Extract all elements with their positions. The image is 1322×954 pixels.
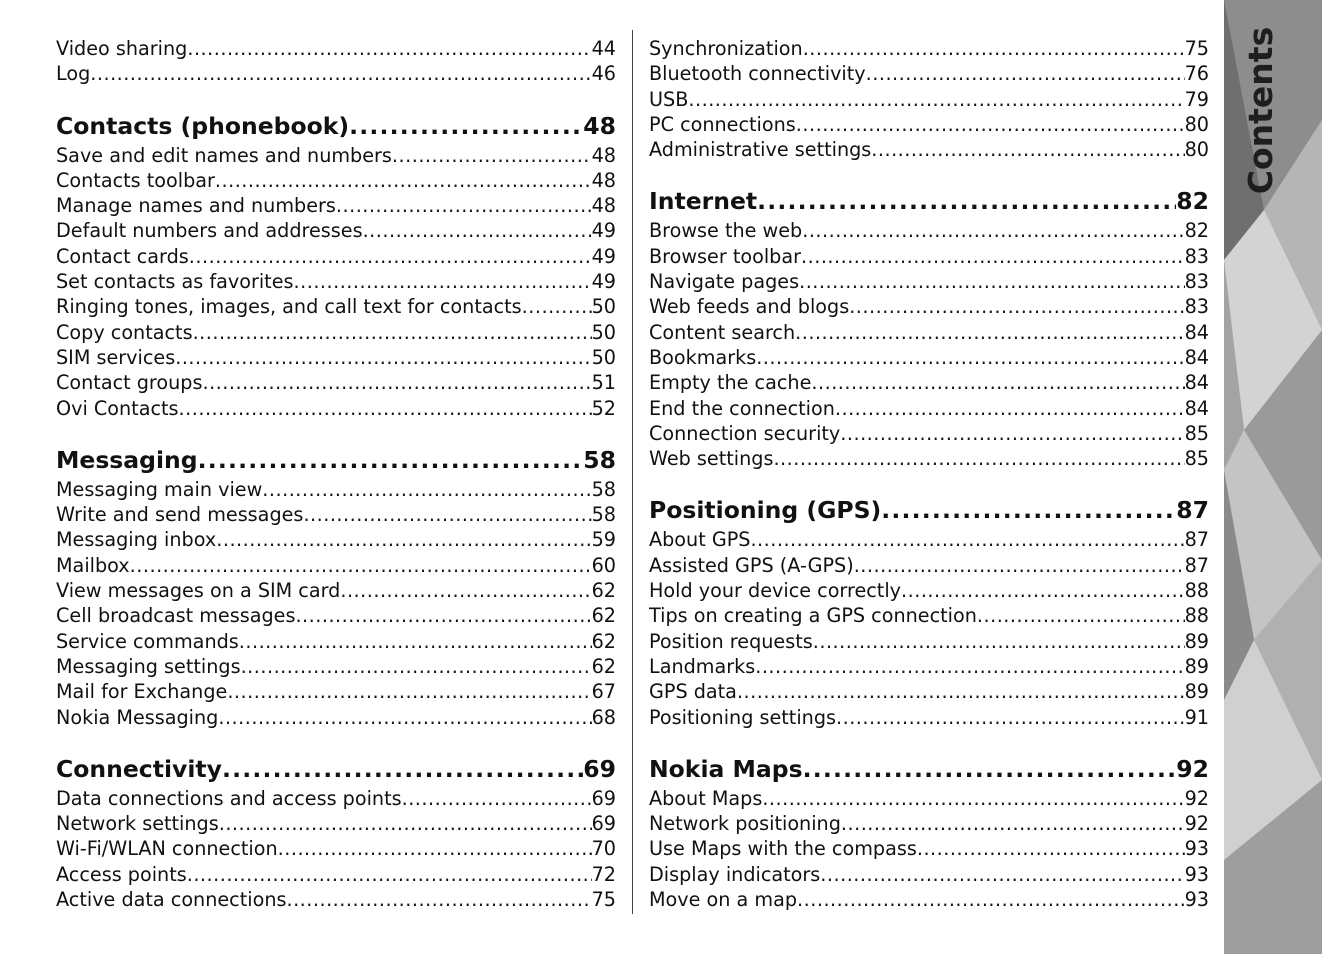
toc-entry-title: Administrative settings xyxy=(649,138,872,162)
toc-entry-page-number: 83 xyxy=(1184,244,1209,268)
toc-dot-leader xyxy=(796,112,1185,137)
toc-entry-title: Navigate pages xyxy=(649,270,800,294)
toc-dot-leader xyxy=(881,494,1176,527)
toc-dot-leader xyxy=(193,320,592,345)
toc-entry-title: Log xyxy=(56,62,91,86)
toc-dot-leader xyxy=(797,887,1185,912)
toc-dot-leader xyxy=(756,345,1184,370)
toc-entry-page-number: 89 xyxy=(1184,629,1209,653)
contents-tab-label: Contents xyxy=(1241,26,1281,195)
toc-dot-leader xyxy=(840,421,1184,446)
toc-dot-leader xyxy=(762,786,1184,811)
toc-entry[interactable] xyxy=(56,218,616,243)
toc-entry-page-number: 85 xyxy=(1184,447,1209,471)
toc-entry-page-number: 49 xyxy=(591,270,616,294)
toc-dot-leader xyxy=(795,320,1184,345)
toc-entry-page-number: 58 xyxy=(591,477,616,501)
toc-entry[interactable] xyxy=(649,244,1209,269)
toc-dot-leader xyxy=(803,753,1177,786)
toc-entry-page-number: 44 xyxy=(591,37,616,60)
toc-entry[interactable] xyxy=(649,294,1209,319)
toc-entry[interactable] xyxy=(649,527,1209,552)
toc-entry[interactable] xyxy=(56,193,616,218)
toc-entry-title: Service commands xyxy=(56,629,239,653)
toc-section xyxy=(56,36,616,87)
toc-entry[interactable] xyxy=(56,603,616,628)
toc-dot-leader xyxy=(198,444,584,477)
toc-entry-page-number: 84 xyxy=(1184,345,1209,369)
toc-dot-leader xyxy=(392,143,592,168)
toc-entry-title: Browser toolbar xyxy=(649,244,802,268)
toc-entry-page-number: 93 xyxy=(1184,837,1209,861)
toc-entry[interactable] xyxy=(649,396,1209,421)
toc-entry[interactable] xyxy=(649,836,1209,861)
toc-entry-page-number: 83 xyxy=(1184,270,1209,294)
toc-entry-title: Ovi Contacts xyxy=(56,396,179,420)
toc-dot-leader xyxy=(522,294,592,319)
toc-entry-title: Mailbox xyxy=(56,553,130,577)
toc-entry-page-number: 92 xyxy=(1184,812,1209,836)
toc-entry-page-number: 52 xyxy=(591,396,616,420)
toc-entry-page-number: 89 xyxy=(1184,654,1209,678)
toc-entry-title: Bluetooth connectivity xyxy=(649,62,866,86)
toc-entry-page-number: 79 xyxy=(1184,87,1209,111)
toc-entry-page-number: 88 xyxy=(1184,604,1209,628)
toc-entry-title: Access points xyxy=(56,862,187,886)
column-divider xyxy=(632,30,633,914)
toc-section xyxy=(56,444,616,730)
toc-entry[interactable] xyxy=(56,553,616,578)
toc-entry-page-number: 58 xyxy=(591,503,616,527)
toc-entry-title: Video sharing xyxy=(56,37,188,60)
toc-entry[interactable] xyxy=(649,218,1209,243)
toc-entry[interactable] xyxy=(649,862,1209,887)
toc-entry[interactable] xyxy=(649,112,1209,137)
toc-entry-title: Wi-Fi/WLAN connection xyxy=(56,837,278,861)
toc-entry-page-number: 60 xyxy=(591,553,616,577)
toc-entry-title: Save and edit names and numbers xyxy=(56,143,392,167)
toc-dot-leader xyxy=(90,61,591,86)
toc-entry[interactable] xyxy=(56,396,616,421)
toc-heading-title: Internet xyxy=(649,187,758,216)
toc-entry-page-number: 48 xyxy=(591,194,616,218)
toc-section-heading[interactable] xyxy=(56,110,616,143)
toc-entry[interactable] xyxy=(56,269,616,294)
toc-entry[interactable] xyxy=(649,269,1209,294)
toc-entry-title: Web settings xyxy=(649,447,774,471)
toc-section-heading[interactable] xyxy=(649,494,1209,527)
toc-entry-title: Assisted GPS (A-GPS) xyxy=(649,553,854,577)
toc-entry[interactable] xyxy=(56,836,616,861)
toc-entry-page-number: 50 xyxy=(591,295,616,319)
toc-entry-title: PC connections xyxy=(649,112,796,136)
toc-dot-leader xyxy=(836,705,1185,730)
toc-heading-page-number: 92 xyxy=(1176,754,1209,783)
toc-heading-page-number: 69 xyxy=(583,754,616,783)
toc-section xyxy=(649,36,1209,162)
toc-entry-page-number: 89 xyxy=(1184,680,1209,704)
toc-dot-leader xyxy=(977,603,1185,628)
toc-entry-page-number: 84 xyxy=(1184,320,1209,344)
toc-entry-page-number: 80 xyxy=(1184,138,1209,162)
toc-dot-leader xyxy=(130,553,592,578)
toc-dot-leader xyxy=(737,679,1185,704)
toc-entry-page-number: 69 xyxy=(591,786,616,810)
toc-dot-leader xyxy=(340,578,591,603)
toc-section-heading[interactable] xyxy=(56,444,616,477)
toc-entry[interactable] xyxy=(56,61,616,86)
toc-dot-leader xyxy=(239,629,592,654)
toc-dot-leader xyxy=(189,244,592,269)
toc-entry-page-number: 59 xyxy=(591,528,616,552)
toc-dot-leader xyxy=(175,345,591,370)
toc-entry-page-number: 62 xyxy=(591,629,616,653)
toc-entry-title: SIM services xyxy=(56,345,176,369)
toc-entry[interactable] xyxy=(649,370,1209,395)
toc-entry-title: Contacts toolbar xyxy=(56,168,215,192)
toc-entry-page-number: 84 xyxy=(1184,396,1209,420)
toc-entry-title: Set contacts as favorites xyxy=(56,270,294,294)
toc-entry-title: Use Maps with the compass xyxy=(649,837,917,861)
toc-entry-title: Landmarks xyxy=(649,654,756,678)
toc-entry-title: Move on a map xyxy=(649,888,798,912)
toc-heading-title: Contacts (phonebook) xyxy=(56,111,350,140)
toc-entry[interactable] xyxy=(649,603,1209,628)
toc-entry[interactable] xyxy=(56,578,616,603)
toc-entry-title: Tips on creating a GPS connection xyxy=(649,604,977,628)
toc-entry-page-number: 69 xyxy=(591,812,616,836)
toc-heading-page-number: 48 xyxy=(583,111,616,140)
toc-entry-page-number: 88 xyxy=(1184,579,1209,603)
toc-dot-leader xyxy=(241,654,592,679)
toc-entry-page-number: 75 xyxy=(1184,37,1209,60)
toc-entry-title: Browse the web xyxy=(649,219,803,243)
toc-entry[interactable] xyxy=(56,862,616,887)
toc-entry-title: Messaging inbox xyxy=(56,528,217,552)
toc-dot-leader xyxy=(901,578,1185,603)
toc-entry-title: Content search xyxy=(649,320,796,344)
toc-entry-title: Default numbers and addresses xyxy=(56,219,363,243)
toc-entry[interactable] xyxy=(649,578,1209,603)
toc-entry-page-number: 85 xyxy=(1184,421,1209,445)
toc-entry[interactable] xyxy=(56,320,616,345)
toc-dot-leader xyxy=(402,786,592,811)
toc-section xyxy=(56,753,616,912)
toc-entry-title: Messaging settings xyxy=(56,654,241,678)
toc-dot-leader xyxy=(303,502,591,527)
toc-entry-title: Position requests xyxy=(649,629,813,653)
toc-entry-page-number: 83 xyxy=(1184,295,1209,319)
toc-dot-leader xyxy=(849,294,1184,319)
toc-entry-title: Hold your device correctly xyxy=(649,579,902,603)
toc-entry[interactable] xyxy=(649,629,1209,654)
toc-entry-title: GPS data xyxy=(649,680,737,704)
toc-entry-page-number: 67 xyxy=(591,680,616,704)
toc-entry[interactable] xyxy=(56,527,616,552)
toc-entry-title: Network settings xyxy=(56,812,219,836)
toc-entry-title: End the connection xyxy=(649,396,835,420)
toc-entry-title: USB xyxy=(649,87,689,111)
toc-heading-title: Connectivity xyxy=(56,754,222,783)
toc-dot-leader xyxy=(820,862,1184,887)
toc-entry[interactable] xyxy=(56,143,616,168)
toc-section xyxy=(649,185,1209,471)
toc-entry[interactable] xyxy=(56,811,616,836)
toc-dot-leader xyxy=(216,527,591,552)
toc-entry[interactable] xyxy=(649,87,1209,112)
toc-entry-page-number: 50 xyxy=(591,320,616,344)
toc-entry[interactable] xyxy=(649,705,1209,730)
toc-entry-title: Cell broadcast messages xyxy=(56,604,296,628)
toc-dot-leader xyxy=(278,836,592,861)
toc-entry-title: Display indicators xyxy=(649,862,821,886)
toc-entry-title: View messages on a SIM card xyxy=(56,579,341,603)
toc-dot-leader xyxy=(755,654,1184,679)
toc-entry[interactable] xyxy=(56,629,616,654)
toc-left-column xyxy=(56,36,616,935)
toc-entry-page-number: 93 xyxy=(1184,862,1209,886)
toc-heading-title: Nokia Maps xyxy=(649,754,803,783)
toc-entry-page-number: 87 xyxy=(1184,528,1209,552)
toc-dot-leader xyxy=(286,887,591,912)
toc-entry[interactable] xyxy=(649,553,1209,578)
toc-entry[interactable] xyxy=(56,679,616,704)
toc-entry[interactable] xyxy=(56,477,616,502)
toc-entry[interactable] xyxy=(56,168,616,193)
toc-entry-page-number: 87 xyxy=(1184,553,1209,577)
toc-entry[interactable] xyxy=(649,421,1209,446)
toc-entry-page-number: 93 xyxy=(1184,888,1209,912)
toc-entry-page-number: 49 xyxy=(591,219,616,243)
toc-dot-leader xyxy=(811,370,1184,395)
toc-entry-page-number: 46 xyxy=(591,62,616,86)
toc-entry[interactable] xyxy=(56,502,616,527)
toc-entry[interactable] xyxy=(649,137,1209,162)
toc-entry-page-number: 84 xyxy=(1184,371,1209,395)
toc-dot-leader xyxy=(187,36,591,61)
toc-dot-leader xyxy=(179,396,592,421)
toc-entry[interactable] xyxy=(649,36,1209,61)
toc-entry[interactable] xyxy=(56,345,616,370)
toc-entry[interactable] xyxy=(56,786,616,811)
toc-dot-leader xyxy=(363,218,592,243)
toc-entry-page-number: 48 xyxy=(591,143,616,167)
toc-entry-title: Messaging main view xyxy=(56,477,263,501)
toc-dot-leader xyxy=(688,87,1184,112)
toc-heading-title: Messaging xyxy=(56,445,198,474)
toc-entry[interactable] xyxy=(649,811,1209,836)
toc-entry-page-number: 72 xyxy=(591,862,616,886)
toc-section-heading[interactable] xyxy=(56,753,616,786)
toc-entry-title: About Maps xyxy=(649,786,763,810)
toc-entry[interactable] xyxy=(649,345,1209,370)
toc-entry-page-number: 82 xyxy=(1184,219,1209,243)
toc-entry-title: Web feeds and blogs xyxy=(649,295,850,319)
toc-entry[interactable] xyxy=(56,887,616,912)
toc-entry[interactable] xyxy=(649,61,1209,86)
toc-entry-page-number: 91 xyxy=(1184,705,1209,729)
toc-section xyxy=(649,494,1209,729)
toc-entry-title: Contact groups xyxy=(56,371,203,395)
toc-entry-title: Contact cards xyxy=(56,244,189,268)
toc-entry-title: Copy contacts xyxy=(56,320,193,344)
toc-entry-page-number: 75 xyxy=(591,888,616,912)
toc-entry[interactable] xyxy=(649,887,1209,912)
toc-entry[interactable] xyxy=(649,654,1209,679)
toc-entry-title: Connection security xyxy=(649,421,841,445)
toc-entry-page-number: 62 xyxy=(591,579,616,603)
toc-dot-leader xyxy=(215,168,592,193)
toc-dot-leader xyxy=(349,110,583,143)
toc-entry-title: Empty the cache xyxy=(649,371,812,395)
toc-entry[interactable] xyxy=(649,446,1209,471)
toc-section-heading[interactable] xyxy=(649,185,1209,218)
toc-dot-leader xyxy=(227,679,591,704)
toc-entry[interactable] xyxy=(56,244,616,269)
toc-entry-title: Nokia Messaging xyxy=(56,705,219,729)
toc-section-heading[interactable] xyxy=(649,753,1209,786)
toc-dot-leader xyxy=(219,811,592,836)
toc-dot-leader xyxy=(917,836,1185,861)
toc-dot-leader xyxy=(218,705,591,730)
toc-entry[interactable] xyxy=(56,36,616,61)
toc-entry[interactable] xyxy=(56,370,616,395)
toc-dot-leader xyxy=(799,269,1184,294)
toc-dot-leader xyxy=(866,61,1185,86)
toc-dot-leader xyxy=(750,527,1184,552)
toc-dot-leader xyxy=(262,477,591,502)
toc-dot-leader xyxy=(336,193,592,218)
toc-dot-leader xyxy=(802,218,1184,243)
toc-entry-title: Network positioning xyxy=(649,812,841,836)
toc-entry-page-number: 70 xyxy=(591,837,616,861)
toc-entry-title: Ringing tones, images, and call text for contacts xyxy=(56,295,522,319)
toc-dot-leader xyxy=(773,446,1184,471)
toc-entry[interactable] xyxy=(649,320,1209,345)
toc-entry-title: About GPS xyxy=(649,528,751,552)
toc-entry-page-number: 62 xyxy=(591,604,616,628)
toc-entry-title: Write and send messages xyxy=(56,503,304,527)
toc-dot-leader xyxy=(757,185,1176,218)
toc-entry-title: Synchronization xyxy=(649,37,803,60)
toc-entry[interactable] xyxy=(56,654,616,679)
toc-entry-page-number: 49 xyxy=(591,244,616,268)
toc-right-column xyxy=(649,36,1209,935)
toc-dot-leader xyxy=(801,244,1185,269)
toc-entry-page-number: 80 xyxy=(1184,112,1209,136)
toc-heading-page-number: 82 xyxy=(1176,187,1209,216)
toc-entry-page-number: 76 xyxy=(1184,62,1209,86)
toc-entry-title: Bookmarks xyxy=(649,345,757,369)
toc-section xyxy=(56,110,616,421)
toc-entry[interactable] xyxy=(56,294,616,319)
toc-entry-page-number: 68 xyxy=(591,705,616,729)
toc-dot-leader xyxy=(187,862,592,887)
toc-dot-leader xyxy=(813,629,1185,654)
toc-section xyxy=(649,753,1209,912)
toc-heading-page-number: 58 xyxy=(583,445,616,474)
toc-entry-title: Mail for Exchange xyxy=(56,680,228,704)
toc-dot-leader xyxy=(222,753,583,786)
toc-dot-leader xyxy=(294,269,592,294)
toc-entry-page-number: 51 xyxy=(591,371,616,395)
toc-entry[interactable] xyxy=(649,679,1209,704)
toc-entry-title: Data connections and access points xyxy=(56,786,402,810)
toc-heading-title: Positioning (GPS) xyxy=(649,496,882,525)
toc-entry-title: Positioning settings xyxy=(649,705,836,729)
toc-heading-page-number: 87 xyxy=(1176,496,1209,525)
toc-entry-page-number: 62 xyxy=(591,654,616,678)
toc-entry-title: Manage names and numbers xyxy=(56,194,336,218)
toc-entry-page-number: 92 xyxy=(1184,786,1209,810)
toc-dot-leader xyxy=(841,811,1185,836)
toc-entry[interactable] xyxy=(56,705,616,730)
toc-dot-leader xyxy=(202,370,591,395)
toc-dot-leader xyxy=(854,553,1185,578)
toc-entry-title: Active data connections xyxy=(56,888,287,912)
toc-dot-leader xyxy=(835,396,1185,421)
toc-entry-page-number: 50 xyxy=(591,345,616,369)
toc-dot-leader xyxy=(871,137,1184,162)
toc-dot-leader xyxy=(803,36,1185,61)
toc-dot-leader xyxy=(295,603,591,628)
toc-entry-page-number: 48 xyxy=(591,168,616,192)
toc-entry[interactable] xyxy=(649,786,1209,811)
